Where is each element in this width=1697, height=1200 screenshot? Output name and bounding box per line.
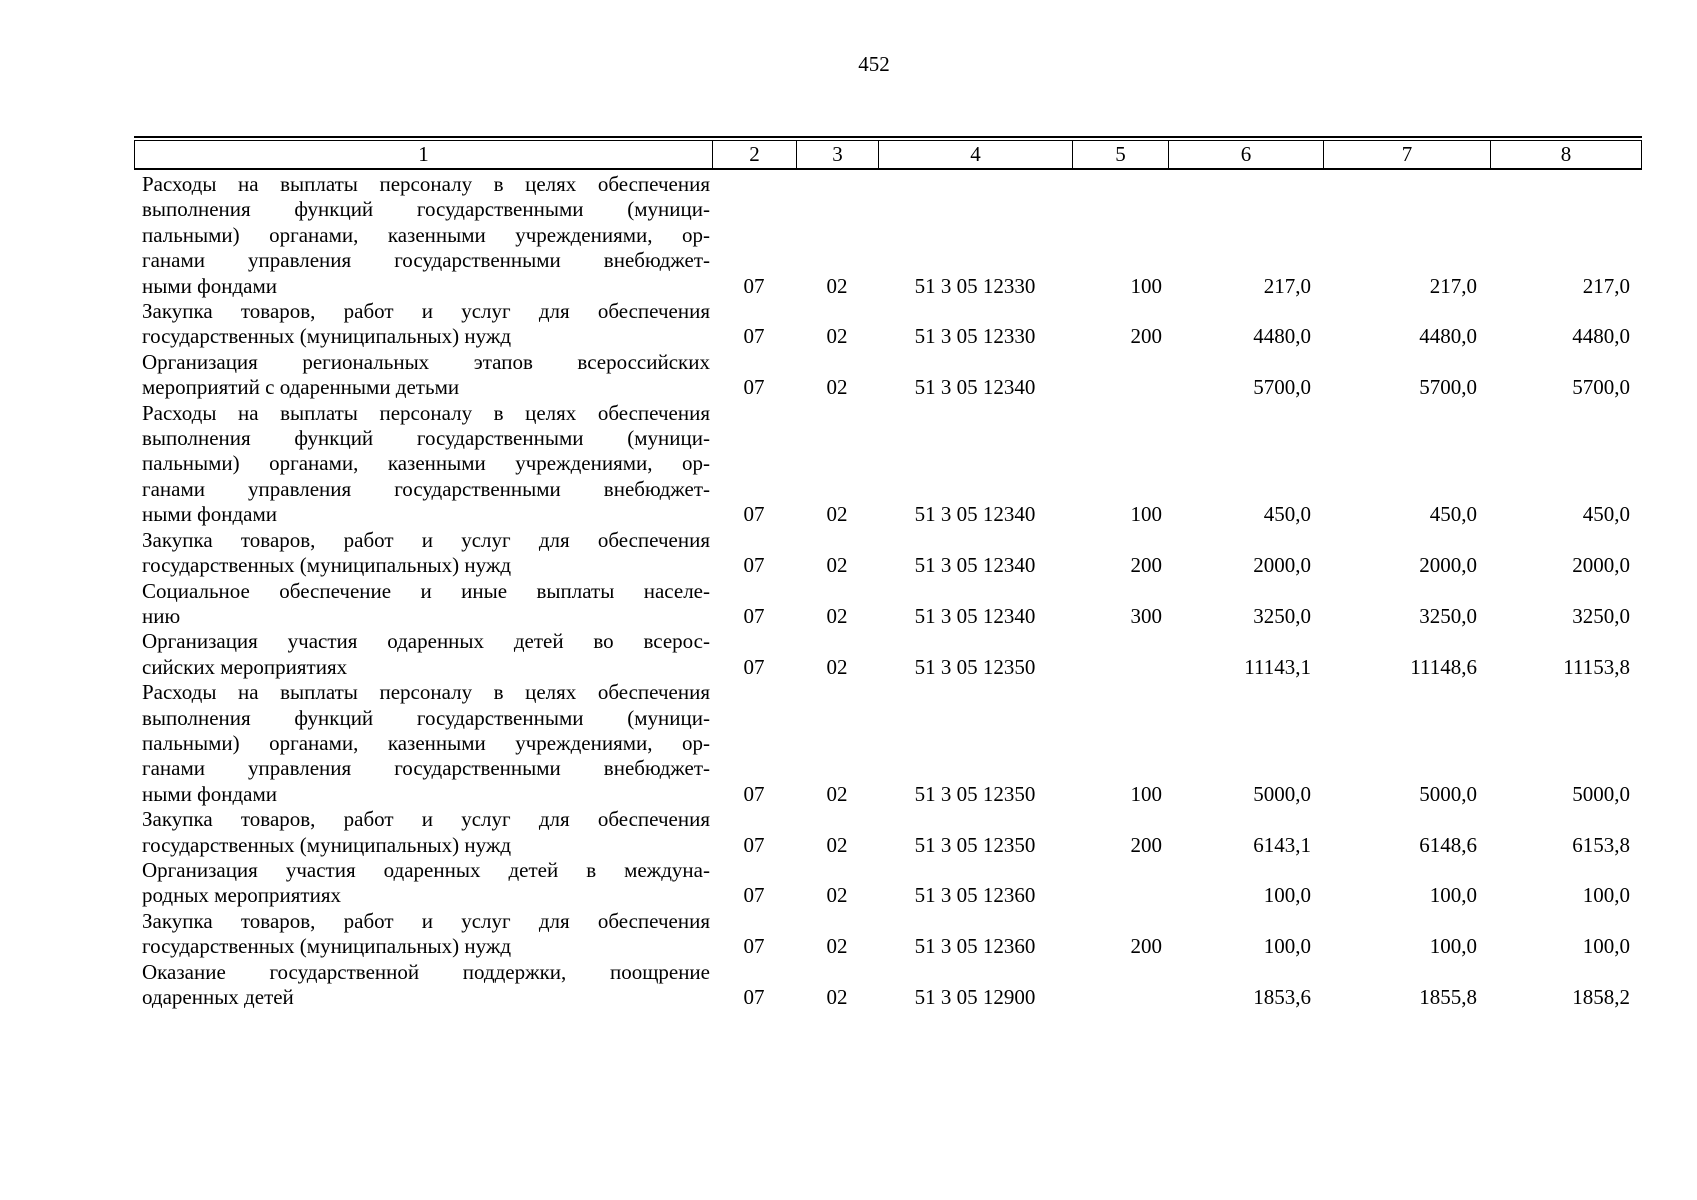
row-name-cell — [134, 350, 712, 401]
row-col2-cell: 07 — [743, 553, 765, 578]
row-name-line: мероприятий с одаренными детьми — [142, 375, 460, 400]
row-name-line: пальными) органами, казенными учреждениями, ор- — [142, 451, 710, 476]
row-name-line: Закупка товаров, работ и услуг для обеспечения — [142, 807, 710, 832]
row-col7-cell: 11148,6 — [1410, 654, 1477, 679]
row-col7-cell: 5700,0 — [1419, 375, 1477, 400]
row-name-line: Организация участия одаренных детей во всерос- — [142, 629, 710, 654]
row-col8-cell: 1858,2 — [1572, 985, 1630, 1009]
table-row — [134, 960, 1642, 1011]
row-col4-cell: 51 3 05 12340 — [914, 375, 1036, 400]
row-col3-cell: 02 — [826, 375, 848, 400]
row-col7-cell: 3250,0 — [1419, 603, 1477, 628]
table-top-rule — [134, 136, 1642, 138]
row-name-cell — [134, 629, 712, 680]
row-col5-cell: 200 — [1130, 553, 1162, 578]
row-col4-cell: 51 3 05 12360 — [914, 934, 1036, 959]
row-name-line: ными фондами — [142, 502, 278, 527]
row-col6-cell: 100,0 — [1263, 934, 1311, 959]
row-name-line: пальными) органами, казенными учреждениями, ор- — [142, 730, 710, 755]
row-col6-cell: 6143,1 — [1253, 832, 1311, 857]
row-col5-cell: 200 — [1130, 934, 1162, 959]
row-col6-cell: 100,0 — [1263, 883, 1311, 908]
row-col4-cell: 51 3 05 12900 — [914, 985, 1036, 1009]
row-name-line: пальными) органами, казенными учреждениями, ор- — [142, 222, 710, 247]
row-col3-cell: 02 — [826, 502, 848, 527]
header-cell-8: 8 — [1560, 142, 1572, 166]
row-col5-cell: 300 — [1130, 603, 1162, 628]
row-col2-cell: 07 — [743, 883, 765, 908]
row-name-line: Расходы на выплаты персоналу в целях обеспечения — [142, 680, 710, 705]
table-row — [134, 629, 1642, 680]
row-col7-cell: 450,0 — [1429, 502, 1477, 527]
row-name-line: родных мероприятиях — [142, 883, 341, 908]
header-cell-2: 2 — [713, 141, 797, 168]
row-name-line: выполнения функций государственными (муници- — [142, 705, 710, 730]
row-col4-cell: 51 3 05 12340 — [914, 553, 1036, 578]
row-col5-cell — [1072, 960, 1168, 1011]
row-col5-cell — [1072, 629, 1168, 680]
row-name-cell — [134, 680, 712, 807]
row-col8-cell: 11153,8 — [1563, 654, 1630, 679]
table-row — [134, 909, 1642, 960]
row-col2-cell: 07 — [743, 781, 765, 806]
row-name-line: Расходы на выплаты персоналу в целях обеспечения — [142, 400, 710, 425]
row-col4-cell: 51 3 05 12350 — [914, 654, 1036, 679]
row-col4-cell: 51 3 05 12330 — [914, 273, 1036, 298]
row-col7-cell: 100,0 — [1429, 934, 1477, 959]
table-row — [134, 807, 1642, 858]
row-col4-cell: 51 3 05 12340 — [914, 603, 1036, 628]
row-col2-cell: 07 — [743, 324, 765, 349]
row-col3-cell: 02 — [826, 985, 848, 1009]
row-col6-cell: 5000,0 — [1253, 781, 1311, 806]
row-name-cell — [134, 579, 712, 630]
row-col5-cell: 200 — [1130, 832, 1162, 857]
row-name-line: Закупка товаров, работ и услуг для обеспечения — [142, 299, 710, 324]
row-col2-cell: 07 — [743, 502, 765, 527]
row-name-line: государственных (муниципальных) нужд — [142, 553, 512, 578]
row-name-line: нию — [142, 603, 181, 628]
row-col5-cell: 100 — [1130, 502, 1162, 527]
row-name-line: ными фондами — [142, 273, 278, 298]
row-name-line: государственных (муниципальных) нужд — [142, 324, 512, 349]
header-cell-6: 6 — [1169, 141, 1324, 168]
row-col8-cell: 100,0 — [1582, 883, 1630, 908]
row-name-line: выполнения функций государственными (муници- — [142, 197, 710, 222]
row-col7-cell: 2000,0 — [1419, 553, 1477, 578]
row-col3-cell: 02 — [826, 934, 848, 959]
row-col7-cell: 100,0 — [1429, 883, 1477, 908]
header-cell-5: 5 — [1073, 141, 1169, 168]
row-col6-cell: 450,0 — [1263, 502, 1311, 527]
row-col7-cell: 1855,8 — [1419, 985, 1477, 1009]
row-col6-cell: 217,0 — [1263, 273, 1311, 298]
row-name-line: сийских мероприятиях — [142, 654, 348, 679]
row-col8-cell: 450,0 — [1582, 502, 1630, 527]
row-name-line: ганами управления государственными внебюджет- — [142, 476, 710, 501]
table-row — [134, 579, 1642, 630]
row-col6-cell: 4480,0 — [1253, 324, 1311, 349]
row-col2-cell: 07 — [743, 934, 765, 959]
row-name-cell — [134, 960, 712, 1011]
row-col6-cell: 5700,0 — [1253, 375, 1311, 400]
row-col8-cell: 217,0 — [1582, 273, 1630, 298]
row-col5-cell: 100 — [1130, 781, 1162, 806]
budget-table — [134, 136, 1642, 1010]
row-col8-cell: 4480,0 — [1572, 324, 1630, 349]
row-col8-cell: 3250,0 — [1572, 603, 1630, 628]
row-col2-cell: 07 — [743, 985, 765, 1009]
table-row — [134, 528, 1642, 579]
row-col6-cell: 3250,0 — [1253, 603, 1311, 628]
row-col4-cell: 51 3 05 12350 — [914, 781, 1036, 806]
table-header-row — [134, 140, 1642, 170]
row-col7-cell: 5000,0 — [1419, 781, 1477, 806]
row-name-line: ганами управления государственными внебюджет- — [142, 756, 710, 781]
row-col4-cell: 51 3 05 12350 — [914, 832, 1036, 857]
row-col3-cell: 02 — [826, 553, 848, 578]
row-col5-cell — [1072, 858, 1168, 909]
row-name-line: одаренных детей — [142, 985, 294, 1009]
row-col8-cell: 2000,0 — [1572, 553, 1630, 578]
row-name-cell — [134, 807, 712, 858]
row-name-line: Организация участия одаренных детей в междуна- — [142, 857, 710, 882]
header-cell-3: 3 — [797, 141, 879, 168]
table-row — [134, 172, 1642, 299]
row-col6-cell: 11143,1 — [1244, 654, 1311, 679]
row-col8-cell: 100,0 — [1582, 934, 1630, 959]
header-cell-4: 4 — [879, 141, 1073, 168]
row-name-line: государственных (муниципальных) нужд — [142, 832, 512, 857]
row-col2-cell: 07 — [743, 375, 765, 400]
row-col2-cell: 07 — [743, 654, 765, 679]
row-col5-cell: 200 — [1130, 324, 1162, 349]
row-col6-cell: 2000,0 — [1253, 553, 1311, 578]
row-col2-cell: 07 — [743, 273, 765, 298]
row-col7-cell: 4480,0 — [1419, 324, 1477, 349]
header-cell-7: 7 — [1324, 141, 1491, 168]
row-name-line: Социальное обеспечение и иные выплаты населе- — [142, 578, 710, 603]
row-col8-cell: 6153,8 — [1572, 832, 1630, 857]
row-col8-cell: 5700,0 — [1572, 375, 1630, 400]
row-col3-cell: 02 — [826, 603, 848, 628]
row-col3-cell: 02 — [826, 324, 848, 349]
row-name-line: выполнения функций государственными (муници- — [142, 426, 710, 451]
table-row — [134, 680, 1642, 807]
row-name-line: Оказание государственной поддержки, поощрение — [142, 959, 710, 984]
row-col3-cell: 02 — [826, 781, 848, 806]
row-name-line: Организация региональных этапов всероссийских — [142, 349, 710, 374]
row-name-line: Закупка товаров, работ и услуг для обеспечения — [142, 527, 710, 552]
row-name-cell — [134, 528, 712, 579]
table-row — [134, 350, 1642, 401]
row-name-cell — [134, 401, 712, 528]
row-col4-cell: 51 3 05 12360 — [914, 883, 1036, 908]
row-col2-cell: 07 — [743, 603, 765, 628]
row-name-cell — [134, 172, 712, 299]
header-cell-1: 1 — [135, 141, 713, 168]
row-name-line: ганами управления государственными внебюджет- — [142, 248, 710, 273]
table-row — [134, 858, 1642, 909]
table-row — [134, 401, 1642, 528]
row-name-line: государственных (муниципальных) нужд — [142, 934, 512, 959]
row-name-cell — [134, 909, 712, 960]
row-name-line: Расходы на выплаты персоналу в целях обеспечения — [142, 172, 710, 196]
row-name-line: ными фондами — [142, 781, 278, 806]
row-col5-cell — [1072, 350, 1168, 401]
row-col2-cell: 07 — [743, 832, 765, 857]
row-col5-cell: 100 — [1130, 273, 1162, 298]
row-col3-cell: 02 — [826, 832, 848, 857]
page-number: 452 — [858, 52, 890, 76]
row-col4-cell: 51 3 05 12340 — [914, 502, 1036, 527]
row-col4-cell: 51 3 05 12330 — [914, 324, 1036, 349]
row-name-line: Закупка товаров, работ и услуг для обеспечения — [142, 908, 710, 933]
row-col3-cell: 02 — [826, 654, 848, 679]
row-col7-cell: 6148,6 — [1419, 832, 1477, 857]
row-col3-cell: 02 — [826, 883, 848, 908]
row-col3-cell: 02 — [826, 273, 848, 298]
table-row — [134, 299, 1642, 350]
row-col6-cell: 1853,6 — [1253, 985, 1311, 1009]
row-col7-cell: 217,0 — [1429, 273, 1477, 298]
row-name-cell — [134, 858, 712, 909]
row-name-cell — [134, 299, 712, 350]
table-body — [134, 170, 1642, 1010]
row-col8-cell: 5000,0 — [1572, 781, 1630, 806]
